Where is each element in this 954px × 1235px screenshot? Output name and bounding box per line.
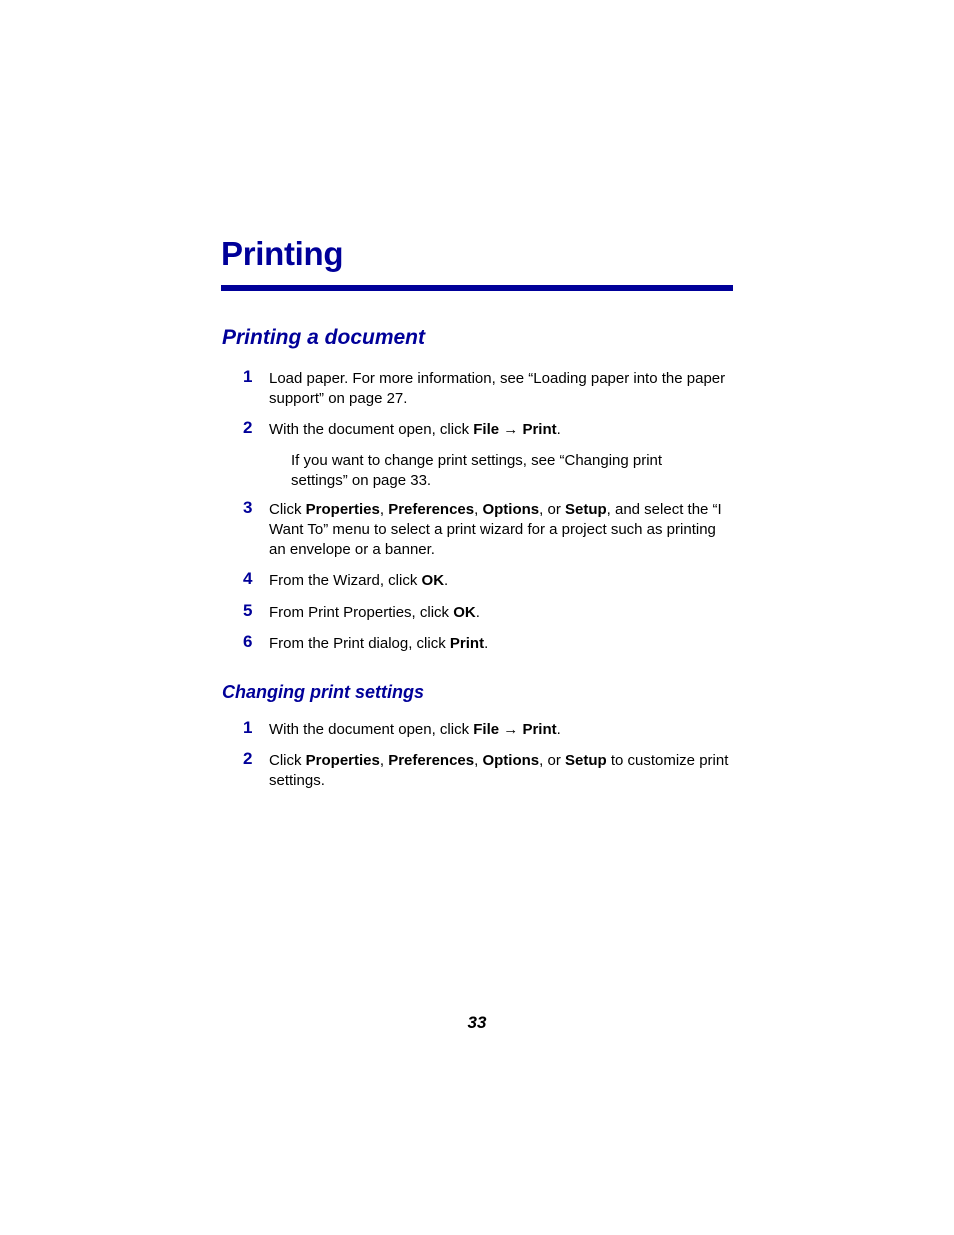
menu-file: File <box>473 421 500 438</box>
menu-file: File <box>473 721 500 738</box>
step-number: 2 <box>243 418 253 437</box>
menu-print: Print <box>522 721 557 738</box>
page-number: 33 <box>467 1013 487 1032</box>
step-text: Click Properties, Preferences, Options, or Setup to customize print settings. <box>269 752 729 789</box>
step-text: Click Properties, Preferences, Options, or Setup, and select the “I Want To” menu to select a print wizard for a project such as printing an envelope or a banner. <box>269 501 722 558</box>
page-title: Printing <box>221 235 344 272</box>
step-note: If you want to change print settings, see “Changing print settings” on page 33. <box>291 452 663 489</box>
step-number: 1 <box>243 367 253 386</box>
step-text: From Print Properties, click OK. <box>269 604 480 621</box>
step-text: Load paper. For more information, see “Loading paper into the paper support” on page 27. <box>269 370 726 407</box>
step-number: 4 <box>243 569 253 588</box>
section-heading-printing-a-document: Printing a document <box>222 326 426 349</box>
arrow-icon: → <box>503 421 519 438</box>
step-number: 2 <box>243 749 253 768</box>
section-heading-changing-print-settings: Changing print settings <box>222 682 424 702</box>
arrow-icon: → <box>503 721 519 738</box>
menu-print: Print <box>522 421 557 438</box>
step-number: 6 <box>243 632 253 651</box>
step-number: 5 <box>243 601 253 620</box>
step-number: 1 <box>243 718 253 737</box>
step-text: With the document open, click File → Print. <box>269 721 561 738</box>
step-text: With the document open, click File → Print. <box>269 421 561 438</box>
step-number: 3 <box>243 498 253 517</box>
step-text: From the Wizard, click OK. <box>269 572 449 589</box>
step-text: From the Print dialog, click Print. <box>269 635 489 652</box>
title-rule-divider <box>221 285 733 291</box>
